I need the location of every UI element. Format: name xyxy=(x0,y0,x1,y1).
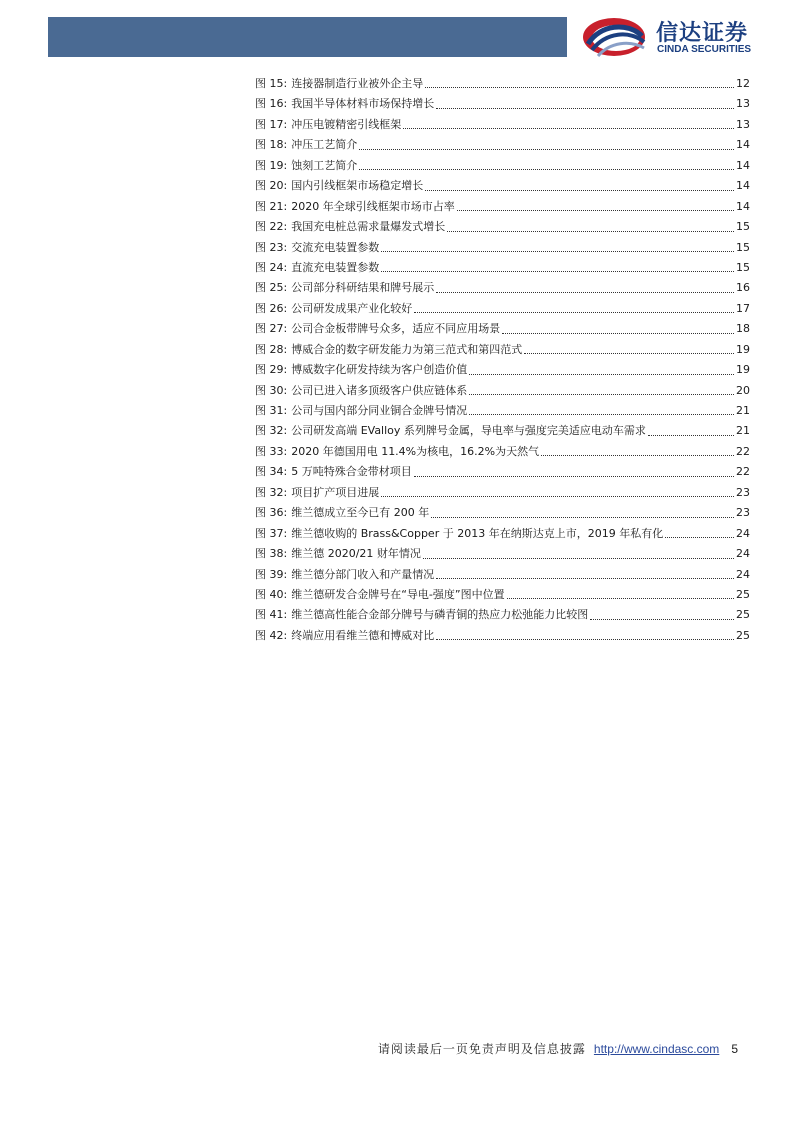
toc-entry-title: 公司研发高端 EValloy 系列牌号金属，导电率与强度完美适应电动车需求 xyxy=(291,424,646,438)
toc-entry-number: 图 30: xyxy=(255,383,288,397)
toc-entry-page: 14 xyxy=(736,199,750,213)
toc-entry-title: 我国半导体材料市场保持增长 xyxy=(291,97,435,111)
footer xyxy=(378,1040,738,1057)
toc-entry[interactable] xyxy=(255,197,750,217)
toc-entry-title: 2020 年德国用电 11.4%为核电，16.2%为天然气 xyxy=(291,444,540,458)
toc-entry-page: 15 xyxy=(736,220,750,234)
toc-entry-title: 我国充电桩总需求量爆发式增长 xyxy=(291,220,446,234)
toc-entry[interactable] xyxy=(255,217,750,237)
toc-entry-leader xyxy=(425,189,734,191)
toc-entry-page: 19 xyxy=(736,363,750,377)
toc-entry-leader xyxy=(436,291,734,293)
toc-entry[interactable] xyxy=(255,565,750,585)
toc-entry[interactable] xyxy=(255,74,750,94)
toc-entry-number: 图 15: xyxy=(255,77,288,90)
toc-entry-number: 图 41: xyxy=(255,608,288,622)
cinda-logo xyxy=(580,14,780,60)
toc-entry-page: 15 xyxy=(736,240,750,254)
toc-entry[interactable] xyxy=(255,524,750,544)
toc-entry-title: 公司合金板带牌号众多，适应不同应用场景 xyxy=(291,322,501,336)
toc-entry-page: 24 xyxy=(736,567,750,581)
toc-entry[interactable] xyxy=(255,135,750,155)
toc-entry[interactable] xyxy=(255,156,750,176)
toc-entry-page: 20 xyxy=(736,383,750,397)
toc-entry-title: 项目扩产项目进展 xyxy=(291,485,380,499)
toc-entry-page: 21 xyxy=(736,404,750,417)
toc-entry-number: 图 21: xyxy=(255,199,288,213)
toc-entry-leader xyxy=(507,597,734,599)
toc-entry-title: 5 万吨特殊合金带材项目 xyxy=(291,465,412,479)
toc-entry-page: 25 xyxy=(736,608,750,622)
toc-entry[interactable] xyxy=(255,421,750,441)
toc-entry[interactable] xyxy=(255,442,750,462)
toc-entry-leader xyxy=(469,393,734,395)
toc-entry-number: 图 22: xyxy=(255,220,288,234)
toc-entry-title: 冲压电镀精密引线框架 xyxy=(291,117,402,131)
toc-entry-title: 国内引线框架市场稳定增长 xyxy=(291,179,424,193)
toc-entry[interactable] xyxy=(255,115,750,135)
toc-entry[interactable] xyxy=(255,401,750,421)
toc-entry-leader xyxy=(436,638,734,640)
footer-disclaimer: 请阅读最后一页免责声明及信息披露 xyxy=(377,1042,586,1056)
toc-entry[interactable] xyxy=(255,544,750,564)
logo-english-name: CINDA SECURITIES xyxy=(657,44,752,55)
toc-entry-number: 图 23: xyxy=(255,240,288,254)
toc-entry-leader xyxy=(447,230,734,232)
toc-entry-page: 13 xyxy=(736,117,750,131)
toc-entry-title: 蚀刻工艺简介 xyxy=(291,158,358,172)
toc-entry-title: 维兰德 2020/21 财年情况 xyxy=(291,547,421,561)
toc-entry-leader xyxy=(502,332,734,334)
toc-entry-number: 图 38: xyxy=(255,547,288,561)
toc-entry-leader xyxy=(648,434,734,436)
toc-entry-number: 图 32: xyxy=(255,424,288,438)
page-number: 5 xyxy=(731,1042,738,1056)
toc-entry-number: 图 27: xyxy=(255,322,288,336)
toc-entry-page: 12 xyxy=(736,77,750,90)
toc-entry-page: 22 xyxy=(736,465,750,479)
footer-website-link[interactable]: http://www.cindasc.com xyxy=(593,1042,720,1056)
toc-entry-title: 连接器制造行业被外企主导 xyxy=(291,77,424,90)
toc-entry-page: 23 xyxy=(736,485,750,499)
toc-entry-leader xyxy=(457,209,734,211)
toc-entry-title: 公司部分科研结果和牌号展示 xyxy=(291,281,435,295)
toc-entry-title: 博威合金的数字研发能力为第三范式和第四范式 xyxy=(291,342,523,356)
toc-entry-page: 25 xyxy=(736,587,750,601)
toc-entry-page: 23 xyxy=(736,506,750,520)
toc-entry-page: 14 xyxy=(736,179,750,193)
toc-entry-leader xyxy=(359,168,734,170)
toc-entry-number: 图 32: xyxy=(255,485,288,499)
toc-entry-leader xyxy=(524,352,734,354)
toc-entry-number: 图 31: xyxy=(255,404,288,417)
toc-entry-leader xyxy=(590,618,734,620)
toc-entry-number: 图 28: xyxy=(255,342,288,356)
toc-entry-number: 图 18: xyxy=(255,138,288,152)
toc-entry-title: 维兰德成立至今已有 200 年 xyxy=(291,506,430,520)
toc-entry-title: 博威数字化研发持续为客户创造价值 xyxy=(291,363,468,377)
toc-entry-page: 18 xyxy=(736,322,750,336)
toc-entry-number: 图 33: xyxy=(255,444,288,458)
toc-entry-page: 14 xyxy=(736,138,750,152)
toc-entry-page: 13 xyxy=(736,97,750,111)
toc-entry-page: 25 xyxy=(736,628,750,642)
toc-entry-number: 图 19: xyxy=(255,158,288,172)
toc-entry-leader xyxy=(436,107,734,109)
toc-entry[interactable] xyxy=(255,483,750,503)
toc-entry-page: 24 xyxy=(736,547,750,561)
toc-entry-title: 交流充电装置参数 xyxy=(291,240,380,254)
toc-entry-title: 公司研发成果产业化较好 xyxy=(291,301,413,315)
toc-entry-title: 冲压工艺简介 xyxy=(291,138,358,152)
toc-entry-leader xyxy=(665,536,734,538)
toc-entry-number: 图 20: xyxy=(255,179,288,193)
toc-entry-leader xyxy=(436,577,734,579)
toc-entry[interactable] xyxy=(255,340,750,360)
toc-entry-page: 19 xyxy=(736,342,750,356)
toc-entry-leader xyxy=(359,148,734,150)
toc-entry[interactable] xyxy=(255,605,750,625)
toc-entry[interactable] xyxy=(255,319,750,339)
toc-entry-page: 22 xyxy=(736,444,750,458)
toc-entry-leader xyxy=(414,475,734,477)
toc-entry-title: 维兰德分部门收入和产量情况 xyxy=(291,567,435,581)
toc-entry[interactable] xyxy=(255,258,750,278)
toc-entry[interactable] xyxy=(255,94,750,114)
toc-entry-title: 维兰德高性能合金部分牌号与磷青铜的热应力松弛能力比较图 xyxy=(291,608,589,622)
toc-entry-leader xyxy=(381,495,734,497)
toc-entry-number: 图 34: xyxy=(255,465,288,479)
toc-entry-leader xyxy=(469,373,734,375)
cinda-logo-mark-icon xyxy=(580,14,650,60)
toc-entry-number: 图 42: xyxy=(255,628,288,642)
toc-entry[interactable] xyxy=(255,626,750,646)
toc-entry-number: 图 26: xyxy=(255,301,288,315)
toc-entry-number: 图 29: xyxy=(255,363,288,377)
toc-entry[interactable] xyxy=(255,238,750,258)
toc-entry-leader xyxy=(541,454,734,456)
toc-entry[interactable] xyxy=(255,360,750,380)
toc-entry[interactable] xyxy=(255,278,750,298)
toc-entry-title: 维兰德研发合金牌号在“导电-强度”图中位置 xyxy=(291,587,505,601)
toc-entry-number: 图 39: xyxy=(255,567,288,581)
figure-list xyxy=(255,74,750,646)
toc-entry-title: 维兰德收购的 Brass&Copper 于 2013 年在纳斯达克上市，2019 年私有化 xyxy=(291,526,664,540)
toc-entry-page: 21 xyxy=(736,424,750,438)
toc-entry-number: 图 25: xyxy=(255,281,288,295)
toc-entry-number: 图 40: xyxy=(255,587,288,601)
toc-entry[interactable] xyxy=(255,299,750,319)
logo-chinese-name: 信达证券 xyxy=(656,21,749,46)
toc-entry-leader xyxy=(469,413,734,415)
toc-entry[interactable] xyxy=(255,585,750,605)
toc-entry-leader xyxy=(381,250,734,252)
toc-entry-title: 公司与国内部分同业铜合金牌号情况 xyxy=(291,404,468,417)
toc-entry-leader xyxy=(425,86,734,88)
toc-entry-page: 15 xyxy=(736,260,750,274)
toc-entry[interactable] xyxy=(255,381,750,401)
toc-entry-number: 图 16: xyxy=(255,97,288,111)
toc-entry-page: 14 xyxy=(736,158,750,172)
toc-entry-number: 图 36: xyxy=(255,506,288,520)
toc-entry-leader xyxy=(414,311,734,313)
toc-entry-leader xyxy=(381,270,734,272)
toc-entry[interactable] xyxy=(255,462,750,482)
toc-entry[interactable] xyxy=(255,503,750,523)
toc-entry-title: 终端应用看维兰德和博威对比 xyxy=(291,628,435,642)
header-bar xyxy=(48,17,567,57)
toc-entry-page: 16 xyxy=(736,281,750,295)
toc-entry-number: 图 24: xyxy=(255,260,288,274)
toc-entry-page: 17 xyxy=(736,301,750,315)
toc-entry-number: 图 37: xyxy=(255,526,288,540)
toc-entry-leader xyxy=(423,557,734,559)
toc-entry-page: 24 xyxy=(736,526,750,540)
toc-entry-title: 2020 年全球引线框架市场市占率 xyxy=(291,199,455,213)
toc-entry-leader xyxy=(403,127,734,129)
toc-entry-leader xyxy=(431,516,734,518)
toc-entry-number: 图 17: xyxy=(255,117,288,131)
toc-entry-title: 公司已进入诸多顶级客户供应链体系 xyxy=(291,383,468,397)
toc-entry[interactable] xyxy=(255,176,750,196)
toc-entry-title: 直流充电装置参数 xyxy=(291,260,380,274)
